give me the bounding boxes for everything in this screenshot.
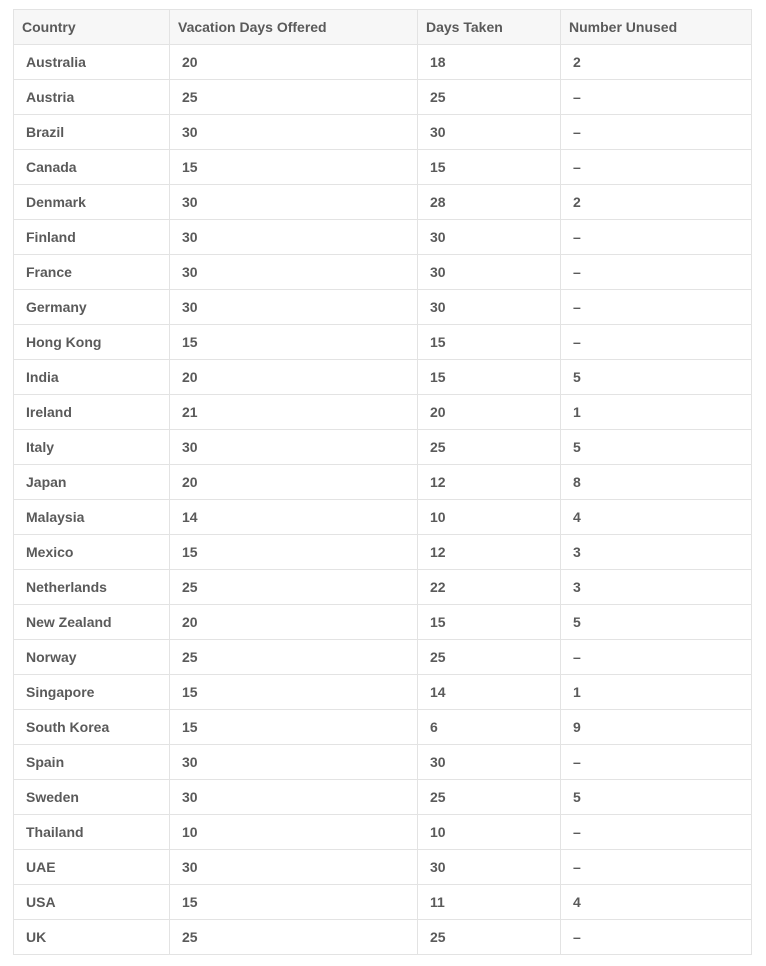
table-row xyxy=(14,185,752,220)
number-unused-cell: 2 xyxy=(561,185,752,220)
table-row xyxy=(14,640,752,675)
number-unused-cell: – xyxy=(561,815,752,850)
table-row xyxy=(14,290,752,325)
country-cell: Norway xyxy=(14,640,170,675)
column-header-vacation-days-offered: Vacation Days Offered xyxy=(170,10,418,45)
vacation-days-offered-cell: 15 xyxy=(170,710,418,745)
vacation-days-offered-cell: 25 xyxy=(170,640,418,675)
vacation-days-offered-cell: 14 xyxy=(170,500,418,535)
vacation-days-offered-cell: 20 xyxy=(170,360,418,395)
vacation-days-offered-cell: 25 xyxy=(170,80,418,115)
vacation-days-offered-cell: 20 xyxy=(170,45,418,80)
days-taken-cell: 30 xyxy=(418,255,561,290)
vacation-days-offered-cell: 10 xyxy=(170,815,418,850)
number-unused-cell: 5 xyxy=(561,605,752,640)
days-taken-cell: 28 xyxy=(418,185,561,220)
number-unused-cell: 4 xyxy=(561,500,752,535)
country-cell: South Korea xyxy=(14,710,170,745)
country-cell: Australia xyxy=(14,45,170,80)
country-cell: Italy xyxy=(14,430,170,465)
table-row xyxy=(14,220,752,255)
column-header-country: Country xyxy=(14,10,170,45)
table-row xyxy=(14,815,752,850)
vacation-days-offered-cell: 30 xyxy=(170,255,418,290)
days-taken-cell: 30 xyxy=(418,115,561,150)
days-taken-cell: 25 xyxy=(418,80,561,115)
days-taken-cell: 10 xyxy=(418,815,561,850)
table-row xyxy=(14,395,752,430)
vacation-days-offered-cell: 15 xyxy=(170,150,418,185)
number-unused-cell: – xyxy=(561,220,752,255)
vacation-days-offered-cell: 20 xyxy=(170,465,418,500)
vacation-days-offered-cell: 30 xyxy=(170,745,418,780)
days-taken-cell: 18 xyxy=(418,45,561,80)
vacation-days-offered-cell: 30 xyxy=(170,290,418,325)
vacation-days-offered-cell: 30 xyxy=(170,185,418,220)
days-taken-cell: 10 xyxy=(418,500,561,535)
vacation-days-offered-cell: 25 xyxy=(170,920,418,955)
vacation-days-offered-cell: 30 xyxy=(170,115,418,150)
header-row xyxy=(14,10,752,45)
number-unused-cell: – xyxy=(561,255,752,290)
number-unused-cell: 4 xyxy=(561,885,752,920)
vacation-days-offered-cell: 30 xyxy=(170,850,418,885)
table-body xyxy=(14,45,752,955)
table-row xyxy=(14,675,752,710)
country-cell: Japan xyxy=(14,465,170,500)
number-unused-cell: – xyxy=(561,850,752,885)
days-taken-cell: 14 xyxy=(418,675,561,710)
number-unused-cell: 9 xyxy=(561,710,752,745)
country-cell: Austria xyxy=(14,80,170,115)
number-unused-cell: 5 xyxy=(561,780,752,815)
table-header xyxy=(14,10,752,45)
table-row xyxy=(14,80,752,115)
days-taken-cell: 30 xyxy=(418,850,561,885)
table-row xyxy=(14,45,752,80)
table-row xyxy=(14,710,752,745)
number-unused-cell: 1 xyxy=(561,675,752,710)
vacation-days-offered-cell: 15 xyxy=(170,675,418,710)
table-row xyxy=(14,255,752,290)
days-taken-cell: 25 xyxy=(418,640,561,675)
vacation-days-offered-cell: 20 xyxy=(170,605,418,640)
column-header-days-taken: Days Taken xyxy=(418,10,561,45)
country-cell: Finland xyxy=(14,220,170,255)
days-taken-cell: 11 xyxy=(418,885,561,920)
vacation-days-offered-cell: 15 xyxy=(170,325,418,360)
table-row xyxy=(14,360,752,395)
days-taken-cell: 30 xyxy=(418,220,561,255)
number-unused-cell: 5 xyxy=(561,360,752,395)
number-unused-cell: – xyxy=(561,640,752,675)
table-row xyxy=(14,430,752,465)
vacation-days-table xyxy=(13,9,752,955)
country-cell: Spain xyxy=(14,745,170,780)
number-unused-cell: 1 xyxy=(561,395,752,430)
number-unused-cell: 5 xyxy=(561,430,752,465)
days-taken-cell: 22 xyxy=(418,570,561,605)
days-taken-cell: 30 xyxy=(418,290,561,325)
vacation-table-container xyxy=(13,9,751,955)
days-taken-cell: 6 xyxy=(418,710,561,745)
number-unused-cell: – xyxy=(561,920,752,955)
number-unused-cell: – xyxy=(561,150,752,185)
country-cell: Malaysia xyxy=(14,500,170,535)
column-header-number-unused: Number Unused xyxy=(561,10,752,45)
country-cell: Denmark xyxy=(14,185,170,220)
days-taken-cell: 12 xyxy=(418,535,561,570)
country-cell: Ireland xyxy=(14,395,170,430)
country-cell: Hong Kong xyxy=(14,325,170,360)
table-row xyxy=(14,920,752,955)
days-taken-cell: 15 xyxy=(418,605,561,640)
vacation-days-offered-cell: 25 xyxy=(170,570,418,605)
number-unused-cell: 3 xyxy=(561,535,752,570)
vacation-days-offered-cell: 15 xyxy=(170,885,418,920)
country-cell: Singapore xyxy=(14,675,170,710)
country-cell: Sweden xyxy=(14,780,170,815)
days-taken-cell: 25 xyxy=(418,430,561,465)
days-taken-cell: 20 xyxy=(418,395,561,430)
number-unused-cell: – xyxy=(561,325,752,360)
table-row xyxy=(14,745,752,780)
table-row xyxy=(14,150,752,185)
days-taken-cell: 15 xyxy=(418,360,561,395)
vacation-days-offered-cell: 21 xyxy=(170,395,418,430)
vacation-days-offered-cell: 30 xyxy=(170,780,418,815)
days-taken-cell: 25 xyxy=(418,920,561,955)
number-unused-cell: – xyxy=(561,290,752,325)
country-cell: Germany xyxy=(14,290,170,325)
days-taken-cell: 15 xyxy=(418,325,561,360)
vacation-days-offered-cell: 30 xyxy=(170,430,418,465)
days-taken-cell: 30 xyxy=(418,745,561,780)
vacation-days-offered-cell: 30 xyxy=(170,220,418,255)
table-row xyxy=(14,850,752,885)
number-unused-cell: – xyxy=(561,745,752,780)
number-unused-cell: 3 xyxy=(561,570,752,605)
country-cell: India xyxy=(14,360,170,395)
number-unused-cell: 8 xyxy=(561,465,752,500)
country-cell: New Zealand xyxy=(14,605,170,640)
number-unused-cell: 2 xyxy=(561,45,752,80)
table-row xyxy=(14,465,752,500)
table-row xyxy=(14,605,752,640)
days-taken-cell: 15 xyxy=(418,150,561,185)
country-cell: UAE xyxy=(14,850,170,885)
vacation-days-offered-cell: 15 xyxy=(170,535,418,570)
days-taken-cell: 12 xyxy=(418,465,561,500)
country-cell: Mexico xyxy=(14,535,170,570)
country-cell: France xyxy=(14,255,170,290)
country-cell: Thailand xyxy=(14,815,170,850)
country-cell: UK xyxy=(14,920,170,955)
number-unused-cell: – xyxy=(561,115,752,150)
days-taken-cell: 25 xyxy=(418,780,561,815)
country-cell: Netherlands xyxy=(14,570,170,605)
table-row xyxy=(14,325,752,360)
table-row xyxy=(14,780,752,815)
country-cell: Canada xyxy=(14,150,170,185)
number-unused-cell: – xyxy=(561,80,752,115)
country-cell: Brazil xyxy=(14,115,170,150)
country-cell: USA xyxy=(14,885,170,920)
table-row xyxy=(14,535,752,570)
table-row xyxy=(14,115,752,150)
table-row xyxy=(14,570,752,605)
table-row xyxy=(14,500,752,535)
table-row xyxy=(14,885,752,920)
